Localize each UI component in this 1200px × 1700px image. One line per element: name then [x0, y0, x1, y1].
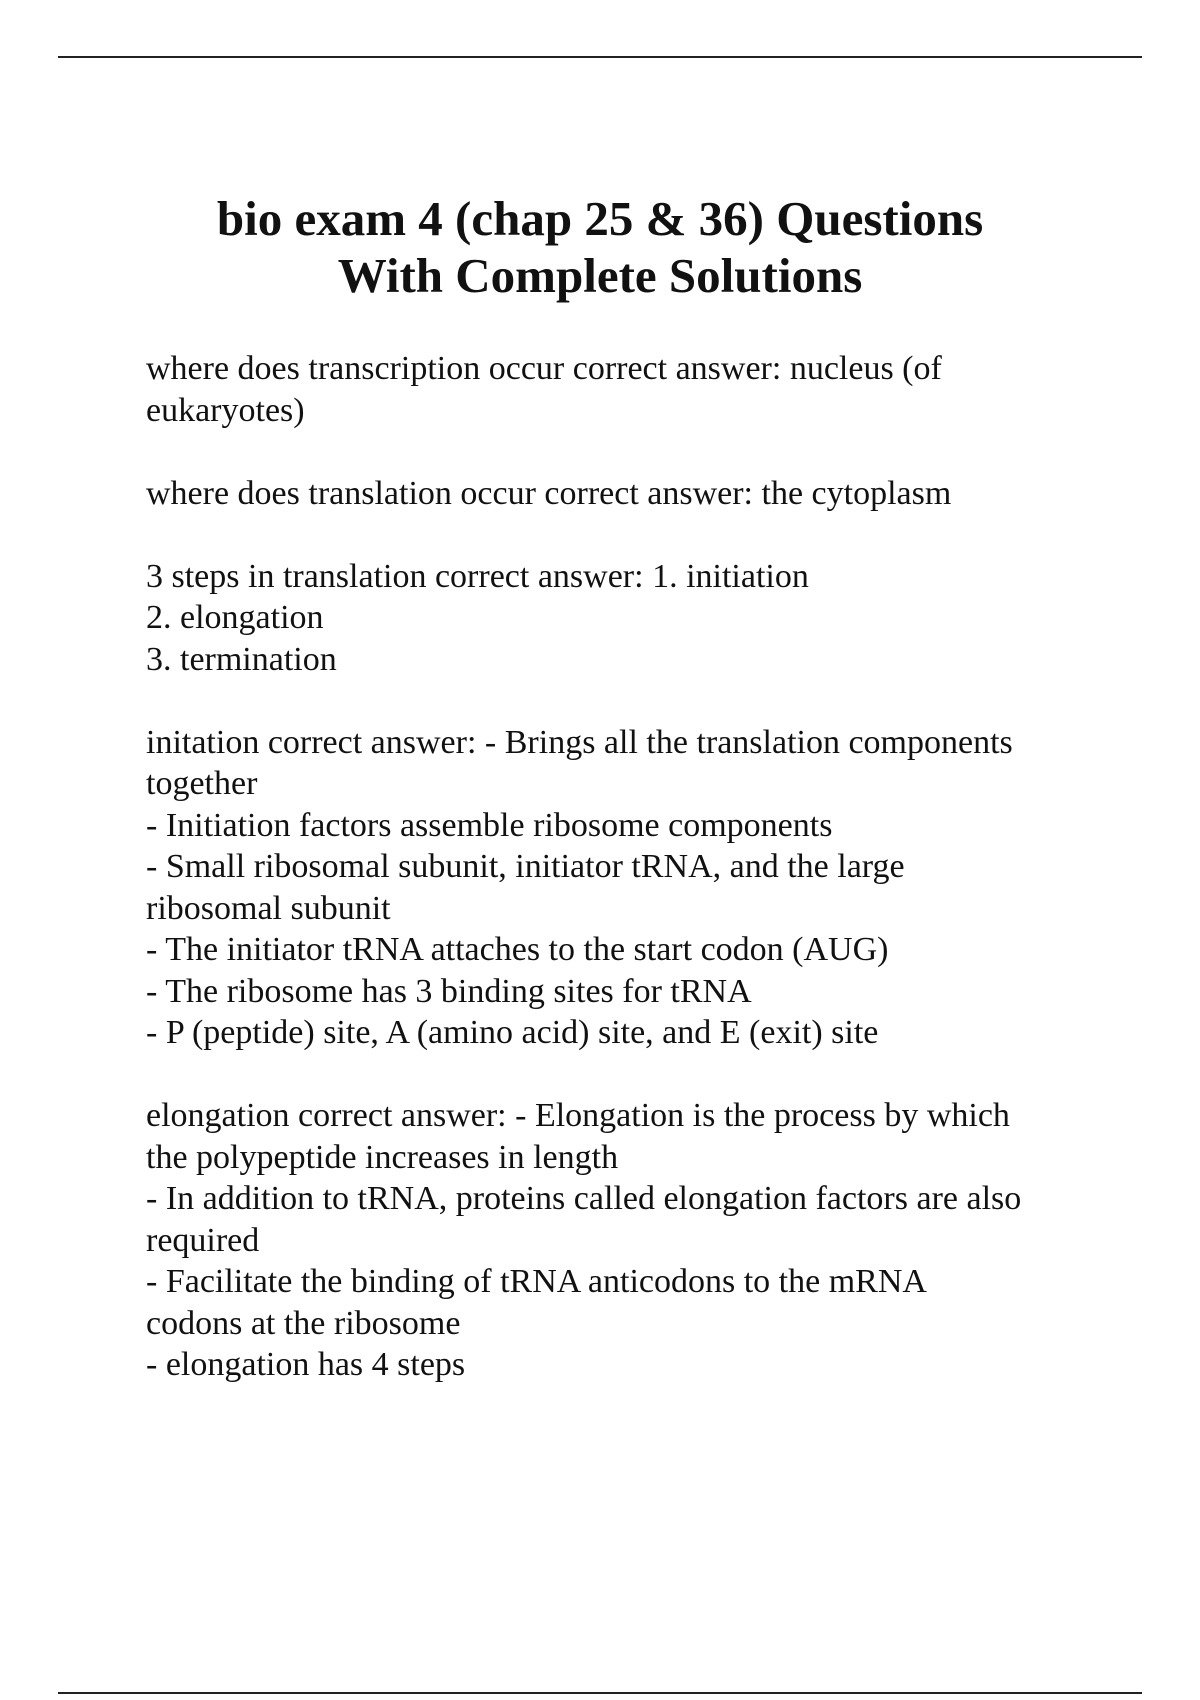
text-line: - Small ribosomal subunit, initiator tRNA, and the large	[146, 848, 905, 885]
text-line: - In addition to tRNA, proteins called elongation factors are also	[146, 1180, 1022, 1217]
qa-list	[146, 348, 1096, 1427]
qa-entry-transcription	[146, 348, 1096, 431]
text-line: where does transcription occur correct answer: nucleus (of	[146, 350, 942, 387]
text-line: - Initiation factors assemble ribosome components	[146, 806, 833, 844]
title-line-1: bio exam 4 (chap 25 & 36) Questions	[216, 191, 984, 246]
qa-entry-translation-steps	[146, 556, 1096, 681]
text-line: 3. termination	[146, 640, 337, 678]
text-line: - The ribosome has 3 binding sites for tRNA	[146, 972, 752, 1010]
text-line: required	[146, 1221, 260, 1259]
text-line: elongation correct answer: - Elongation is the process by which	[146, 1097, 1010, 1134]
title-line-2: With Complete Solutions	[337, 248, 863, 303]
text-line: eukaryotes)	[146, 391, 305, 429]
document-title	[100, 190, 1100, 304]
text-line: - elongation has 4 steps	[146, 1346, 466, 1383]
text-line: 2. elongation	[146, 599, 324, 636]
text-line: initation correct answer: - Brings all the translation components	[146, 723, 1013, 761]
text-line: - The initiator tRNA attaches to the start codon (AUG)	[146, 931, 889, 968]
text-line: 3 steps in translation correct answer: 1. initiation	[146, 557, 809, 595]
qa-entry-translation	[146, 473, 1096, 515]
text-line: together	[146, 765, 258, 802]
text-line: - Facilitate the binding of tRNA anticodons to the mRNA	[146, 1263, 927, 1300]
qa-entry-initiation	[146, 722, 1096, 1054]
qa-entry-elongation	[146, 1095, 1096, 1386]
top-rule	[58, 56, 1142, 58]
text-line: where does translation occur correct answer: the cytoplasm	[146, 474, 952, 512]
bottom-rule	[58, 1692, 1142, 1694]
text-line: - P (peptide) site, A (amino acid) site, and E (exit) site	[146, 1014, 879, 1051]
text-line: ribosomal subunit	[146, 889, 391, 927]
text-line: codons at the ribosome	[146, 1304, 461, 1342]
text-line: the polypeptide increases in length	[146, 1138, 619, 1176]
